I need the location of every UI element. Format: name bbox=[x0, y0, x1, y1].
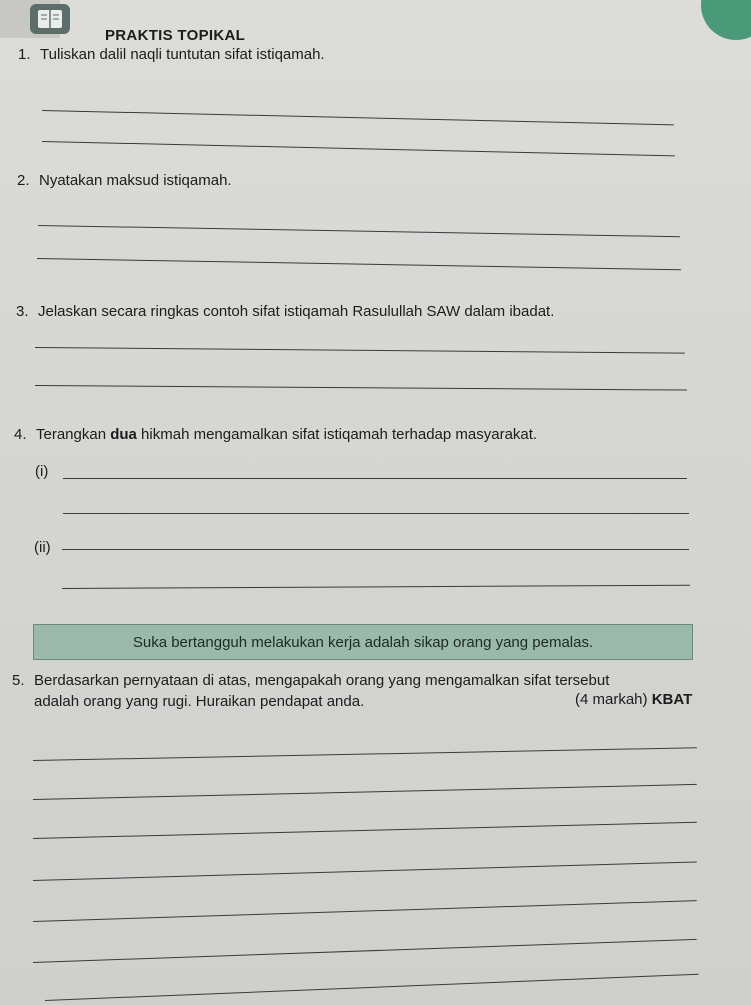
question-number: 3. bbox=[16, 303, 29, 320]
answer-line[interactable] bbox=[33, 784, 697, 800]
kbat-tag: KBAT bbox=[651, 691, 693, 708]
answer-line[interactable] bbox=[33, 939, 697, 963]
sub-label-ii: (ii) bbox=[34, 539, 51, 556]
question-number: 4. bbox=[14, 426, 27, 443]
question-text-after: hikmah mengamalkan sifat istiqamah terhadap masyarakat. bbox=[136, 426, 538, 443]
question-5 bbox=[12, 671, 609, 691]
question-text: Tuliskan dalil naqli tuntutan sifat istiqamah. bbox=[40, 46, 325, 63]
answer-line[interactable] bbox=[63, 478, 687, 479]
question-1 bbox=[18, 45, 325, 65]
answer-line[interactable] bbox=[42, 141, 675, 156]
question-text: Jelaskan secara ringkas contoh sifat istiqamah Rasulullah SAW dalam ibadat. bbox=[38, 303, 555, 320]
sub-label-i: (i) bbox=[35, 463, 49, 480]
answer-line[interactable] bbox=[33, 861, 697, 881]
question-text-bold: dua bbox=[110, 426, 137, 443]
question-4 bbox=[14, 425, 537, 445]
question-text: Nyatakan maksud istiqamah. bbox=[39, 172, 232, 189]
question-number: 1. bbox=[18, 46, 31, 63]
answer-line[interactable] bbox=[63, 513, 689, 514]
answer-line[interactable] bbox=[35, 385, 687, 391]
statement-box: Suka bertangguh melakukan kerja adalah sikap orang yang pemalas. bbox=[33, 624, 693, 660]
answer-line[interactable] bbox=[37, 258, 681, 270]
answer-line[interactable] bbox=[38, 225, 680, 237]
page-title: PRAKTIS TOPIKAL bbox=[105, 27, 246, 44]
book-icon bbox=[30, 4, 70, 34]
answer-line[interactable] bbox=[62, 585, 690, 589]
answer-line[interactable] bbox=[45, 974, 699, 1001]
answer-line[interactable] bbox=[42, 110, 674, 125]
question-number: 2. bbox=[17, 172, 30, 189]
question-5-line2: adalah orang yang rugi. Huraikan pendapat anda. bbox=[34, 693, 365, 710]
answer-line[interactable] bbox=[35, 347, 685, 354]
answer-line[interactable] bbox=[33, 822, 697, 839]
question-3 bbox=[16, 302, 554, 322]
question-2 bbox=[17, 171, 232, 191]
answer-line[interactable] bbox=[33, 747, 697, 761]
marks-text: (4 markah) bbox=[575, 691, 648, 708]
question-text-before: Terangkan bbox=[36, 426, 111, 443]
question-text-line1: Berdasarkan pernyataan di atas, mengapakah orang yang mengamalkan sifat tersebut bbox=[34, 672, 610, 689]
answer-line[interactable] bbox=[62, 549, 689, 550]
question-number: 5. bbox=[12, 672, 25, 689]
corner-tab bbox=[701, 0, 751, 40]
answer-line[interactable] bbox=[33, 900, 697, 922]
marks-label bbox=[575, 691, 692, 708]
